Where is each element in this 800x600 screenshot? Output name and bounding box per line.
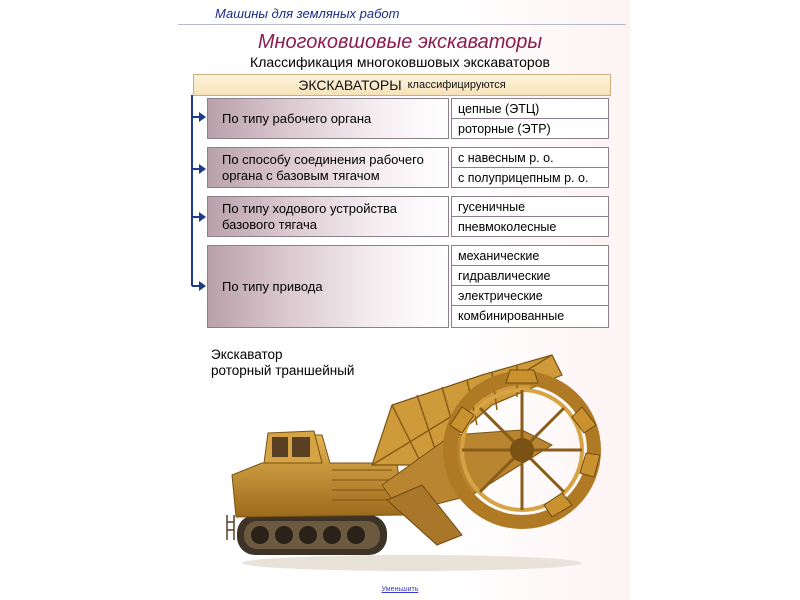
connector-trunk	[191, 95, 193, 286]
category-options	[451, 98, 609, 139]
category-working-body	[207, 98, 449, 139]
caption-line: роторный траншейный	[211, 363, 355, 378]
connector-arrow	[192, 216, 202, 218]
category-drive-type	[207, 245, 449, 328]
option-item: с полуприцепным р. о.	[458, 171, 589, 185]
option-item: электрические	[452, 286, 608, 306]
page-subtitle: Классификация многоковшовых экскаваторов	[250, 54, 550, 70]
option-item: гидравлические	[452, 266, 608, 286]
option-item: с навесным р. о.	[452, 148, 608, 168]
option-item: комбинированные	[458, 309, 565, 323]
connector-arrow	[192, 285, 202, 287]
page-title: Многоковшовые экскаваторы	[257, 31, 543, 53]
category-label: По типу привода	[222, 278, 323, 294]
category-options	[451, 245, 609, 328]
option-item: роторные (ЭТР)	[458, 122, 551, 136]
connector-arrow	[192, 168, 202, 170]
illustration-caption	[211, 347, 354, 379]
caption-line: Экскаватор	[211, 347, 283, 362]
category-running-gear	[207, 196, 449, 237]
root-label-rest: классифицируются	[407, 79, 506, 91]
category-options	[451, 196, 609, 237]
connector-arrow	[192, 116, 202, 118]
category-label: По типу рабочего органа	[222, 110, 372, 126]
category-connection-method	[207, 147, 449, 188]
root-label-main: ЭКСКАВАТОРЫ	[298, 77, 402, 93]
zoom-out-link[interactable]: Уменьшить	[381, 586, 419, 593]
category-label: По способу соединения рабочего органа с базовым тягачом	[222, 151, 424, 183]
option-item: пневмоколесные	[458, 220, 557, 234]
header-divider	[178, 24, 626, 25]
option-item: цепные (ЭТЦ)	[452, 99, 608, 119]
classification-root-box	[193, 74, 611, 96]
category-options	[451, 147, 609, 188]
category-label: По типу ходового устройства базового тягача	[222, 200, 397, 232]
subject-header: Машины для земляных работ	[215, 6, 400, 21]
option-item: гусеничные	[452, 197, 608, 217]
option-item: механические	[452, 246, 608, 266]
